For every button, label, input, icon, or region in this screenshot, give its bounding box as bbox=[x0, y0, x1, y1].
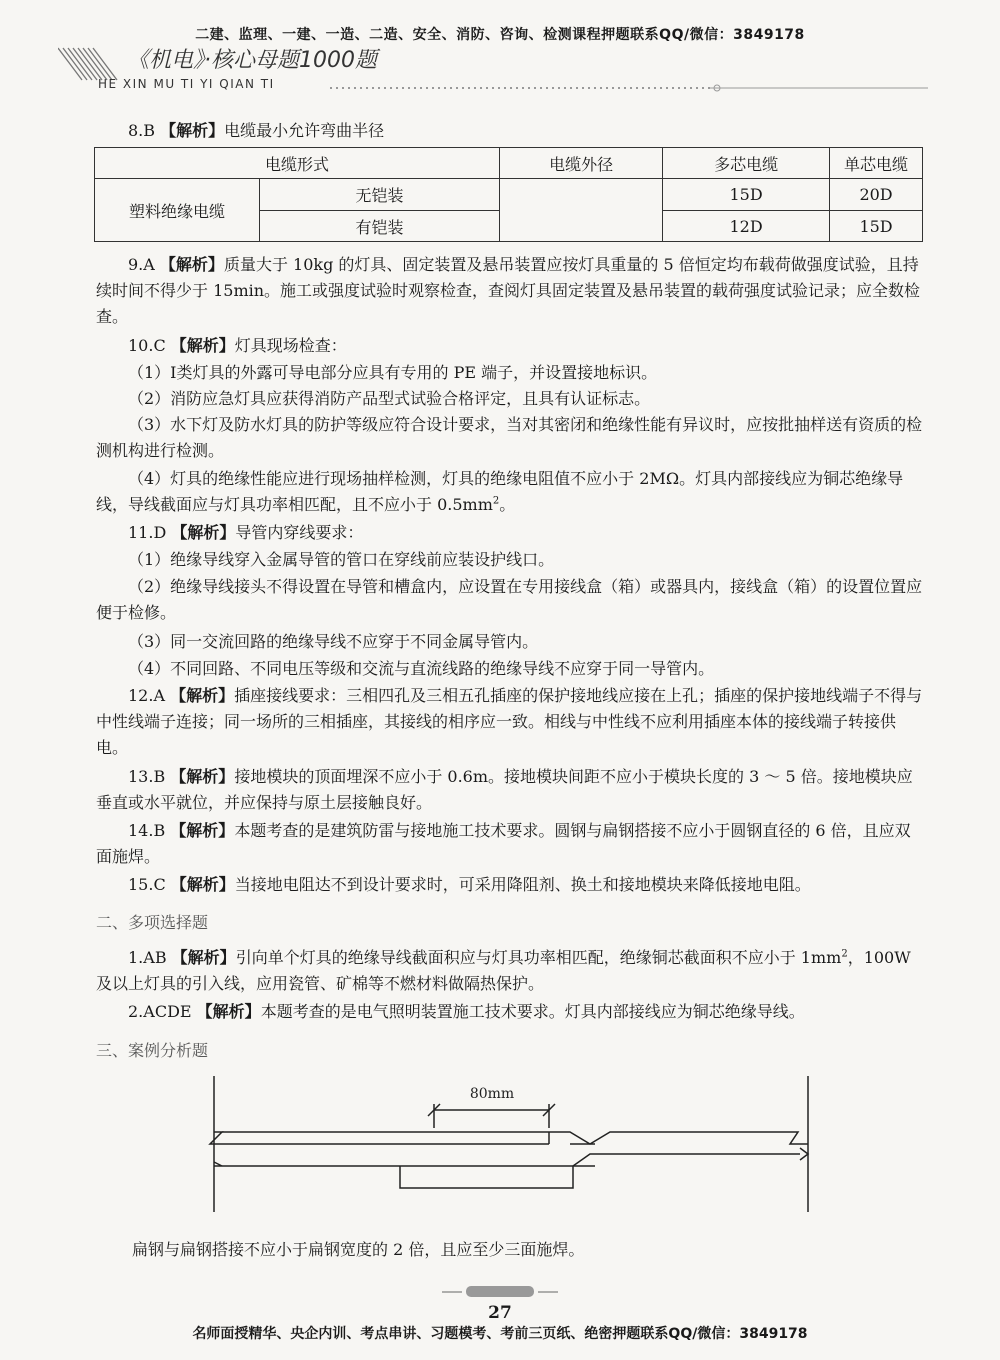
superscript: 2 bbox=[492, 495, 500, 507]
table-header: 多芯电缆 bbox=[663, 148, 830, 179]
answer-number: 10.C bbox=[128, 336, 166, 355]
right-bar-offset-lower bbox=[573, 1154, 610, 1166]
table-row bbox=[95, 179, 923, 211]
cable-bend-radius-table bbox=[94, 147, 923, 242]
list-item: （4）不同回路、不同电压等级和交流与直流线路的绝缘导线不应穿于同一导管内。 bbox=[128, 659, 715, 678]
analysis-label: 【解析】 bbox=[160, 121, 225, 140]
answer-9 bbox=[96, 252, 926, 330]
list-item-end: 。 bbox=[499, 495, 516, 514]
answer-number: 11.D bbox=[128, 523, 167, 542]
page-number-decoration-icon bbox=[442, 1284, 558, 1300]
answer-text: 本题考查的是建筑防雷与接地施工技术要求。圆钢与扁钢搭接不应小于圆钢直径的 6 倍，且应双面施焊。 bbox=[96, 821, 911, 866]
superscript: 2 bbox=[841, 948, 848, 960]
answer-13 bbox=[96, 764, 926, 816]
list-item: （2）绝缘导线接头不得设置在导管和槽盒内，应设置在专用接线盒（箱）或器具内，接线盒（箱）的设置位置应便于检修。 bbox=[96, 577, 923, 622]
list-item: （1）Ⅰ类灯具的外露可导电部分应具有专用的 PE 端子，并设置接地标识。 bbox=[128, 363, 658, 382]
analysis-label: 【解析】 bbox=[171, 523, 236, 542]
right-break-mark bbox=[800, 1148, 808, 1160]
answer-text: 插座接线要求：三相四孔及三相五孔插座的保护接地线应接在上孔；插座的保护接地线端子不得与中性线端子连接；同一场所的三相插座，其接线的相序应一致。相线与中性线不应利用插座本体的接线端子转接供电。 bbox=[96, 686, 923, 757]
multi-answer-2 bbox=[96, 999, 926, 1025]
answer-number: 15.C bbox=[128, 875, 166, 894]
left-bar-top-edge bbox=[210, 1132, 549, 1144]
answer-text: 接地模块的顶面埋深不应小于 0.6m。接地模块间距不应小于模块长度的 3 ～ 5 倍。接地模块应垂直或水平就位，并应保持与原土层接触良好。 bbox=[96, 767, 913, 812]
answer-number: 8.B bbox=[128, 121, 156, 140]
answer-14 bbox=[96, 818, 926, 870]
analysis-label: 【解析】 bbox=[170, 875, 235, 894]
table-header: 单芯电缆 bbox=[830, 148, 923, 179]
answer-text: 导管内穿线要求： bbox=[235, 523, 364, 542]
answer-12 bbox=[96, 683, 926, 761]
list-item: （3）同一交流回路的绝缘导线不应穿于不同金属导管内。 bbox=[128, 632, 539, 651]
list-item bbox=[96, 466, 926, 518]
header-dotted-rule bbox=[330, 83, 930, 93]
answer-text-continued: ，100W 及以上灯具的引入线，应用瓷管、矿棉等不燃材料做隔热保护。 bbox=[96, 948, 911, 993]
table-header: 电缆外径 bbox=[500, 148, 663, 179]
list-item: （1）绝缘导线穿入金属导管的管口在穿线前应装设护线口。 bbox=[128, 550, 555, 569]
list-item: （3）水下灯及防水灯具的防护等级应符合设计要求，当对其密闭和绝缘性能有异议时，应按批抽样送有资质的检测机构进行检测。 bbox=[96, 415, 923, 460]
answer-text: 当接地电阻达不到设计要求时，可采用降阻剂、换土和接地模块来降低接地电阻。 bbox=[234, 875, 811, 894]
table-cell: 塑料绝缘电缆 bbox=[95, 179, 260, 242]
answer-number: 12.A bbox=[128, 686, 165, 705]
answer-text: 本题考查的是电气照明装置施工技术要求。灯具内部接线应为铜芯绝缘导线。 bbox=[260, 1002, 805, 1021]
analysis-label: 【解析】 bbox=[170, 686, 235, 705]
table-cell: 12D bbox=[663, 211, 830, 242]
answer-8 bbox=[96, 118, 926, 144]
answer-number: 14.B bbox=[128, 821, 166, 840]
list-item-text: （4）灯具的绝缘性能应进行现场抽样检测，灯具的绝缘电阻值不应小于 2MΩ。灯具内部接线应为铜芯绝缘导线，导线截面应与灯具功率相匹配，且不应小于 0.5mm bbox=[96, 469, 904, 514]
right-bar-offset-upper bbox=[549, 1132, 595, 1144]
figure-caption: 扁钢与扁钢搭接不应小于扁钢宽度的 2 倍，且应至少三面施焊。 bbox=[132, 1240, 585, 1259]
bottom-ad-banner: 名师面授精华、央企内训、考点串讲、习题模考、考前三页纸、绝密押题联系QQ/微信：3849178 bbox=[192, 1326, 808, 1342]
book-title: 《机电》·核心母题1000题 bbox=[127, 48, 377, 73]
answer-text: 质量大于 10kg 的灯具、固定装置及悬吊装置应按灯具重量的 5 倍恒定均布载荷做强度试验，且持续时间不得少于 15min。施工或强度试验时观察检查，查阅灯具固定装置及悬吊装置的载荷强度试验记录；应全数检查。 bbox=[96, 255, 921, 326]
answer-number: 13.B bbox=[128, 767, 166, 786]
table-cell: 20D bbox=[830, 179, 923, 211]
analysis-label: 【解析】 bbox=[196, 1002, 261, 1021]
section-heading: 二、多项选择题 bbox=[96, 913, 209, 932]
top-ad-banner: 二建、监理、一建、一造、二造、安全、消防、咨询、检测课程押题联系QQ/微信：3849178 bbox=[195, 27, 805, 43]
answer-10 bbox=[96, 333, 926, 359]
answer-11 bbox=[96, 520, 926, 546]
analysis-label: 【解析】 bbox=[159, 255, 224, 274]
multi-answer-1 bbox=[96, 945, 926, 997]
answer-number: 2.ACDE bbox=[128, 1002, 192, 1021]
analysis-label: 【解析】 bbox=[171, 948, 236, 967]
flat-steel-lap-joint-diagram bbox=[200, 1074, 840, 1224]
answer-number: 1.AB bbox=[128, 948, 167, 967]
table-cell bbox=[500, 179, 663, 242]
right-bar-upper-edge bbox=[570, 1132, 808, 1144]
book-subtitle: HE XIN MU TI YI QIAN TI bbox=[98, 77, 275, 91]
analysis-label: 【解析】 bbox=[170, 336, 235, 355]
analysis-label: 【解析】 bbox=[170, 821, 235, 840]
table-header: 电缆形式 bbox=[95, 148, 500, 179]
answer-text: 灯具现场检查： bbox=[234, 336, 347, 355]
answer-text: 电缆最小允许弯曲半径 bbox=[224, 121, 385, 140]
analysis-label: 【解析】 bbox=[170, 767, 235, 786]
answer-number: 9.A bbox=[128, 255, 155, 274]
answer-text: 引向单个灯具的绝缘导线截面积应与灯具功率相匹配，绝缘铜芯截面积不应小于 1mm bbox=[235, 948, 842, 967]
table-cell: 15D bbox=[830, 211, 923, 242]
lower-bar-outline bbox=[400, 1166, 573, 1188]
left-break-lower bbox=[214, 1162, 222, 1166]
table-cell: 无铠装 bbox=[260, 179, 500, 211]
table-header-row bbox=[95, 148, 923, 179]
table-cell: 有铠装 bbox=[260, 211, 500, 242]
answer-15 bbox=[96, 872, 926, 898]
section-heading: 三、案例分析题 bbox=[96, 1041, 209, 1060]
table-cell: 15D bbox=[663, 179, 830, 211]
page-number: 27 bbox=[488, 1303, 512, 1323]
dimension-label: 80mm bbox=[469, 1086, 515, 1102]
list-item: （2）消防应急灯具应获得消防产品型式试验合格评定，且具有认证标志。 bbox=[128, 389, 651, 408]
